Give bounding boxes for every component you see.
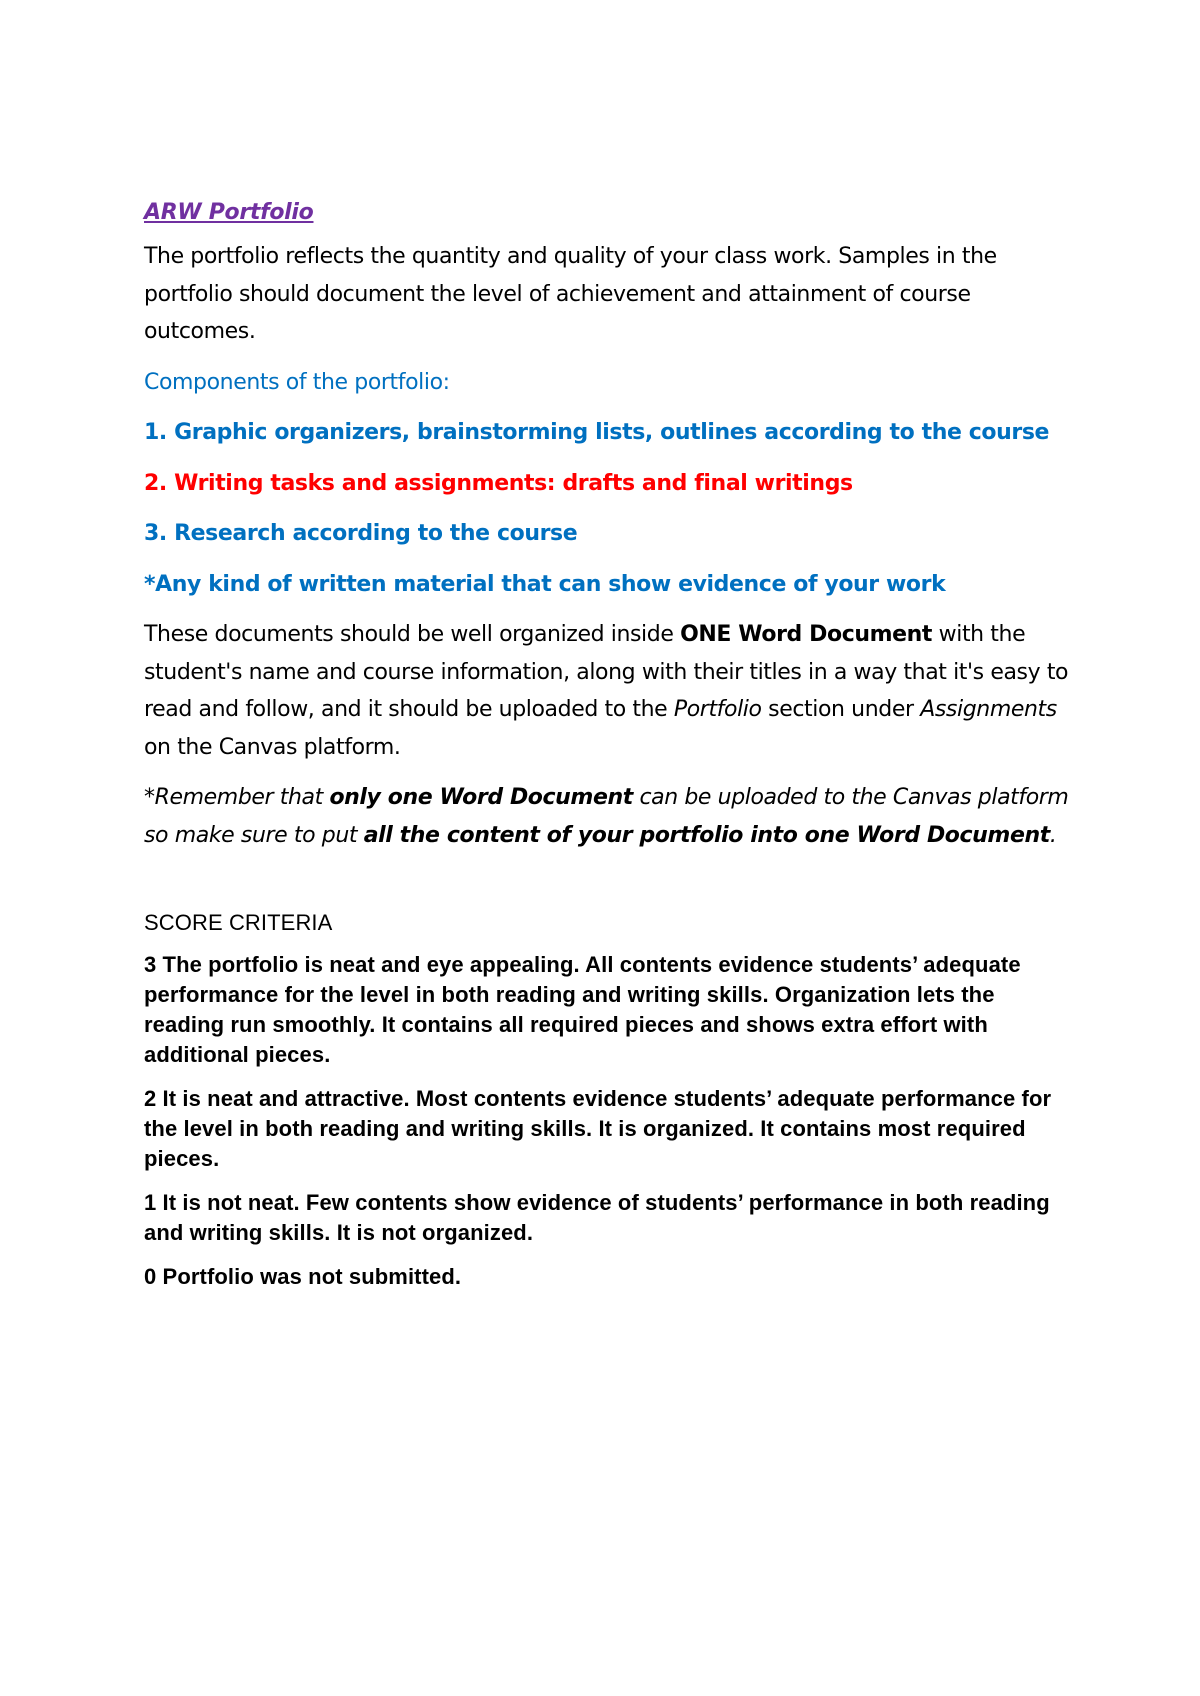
- reminder-text-2: can be uploaded to the Canvas platform so make sure to put: [144, 785, 1069, 848]
- instructions-text-3: section under: [761, 697, 921, 722]
- reminder-text-3: .: [1049, 822, 1057, 848]
- reminder-bold-1: only one Word Document: [329, 785, 633, 810]
- instructions-italic-portfolio: Portfolio: [673, 697, 762, 722]
- components-heading: Components of the portfolio:: [144, 369, 450, 395]
- document-title: ARW Portfolio: [144, 200, 314, 225]
- instructions-text-2: with the student's name and course information, along with their titles in a way that it's easy to read and follow, and it should be uploaded to the: [144, 622, 1069, 722]
- score-criteria-heading: SCORE CRITERIA: [144, 910, 333, 935]
- score-item-1: 1 It is not neat. Few contents show evidence of students’ performance in both reading and writing skills. It is not organized.: [144, 1190, 1050, 1245]
- component-item-1: 1. Graphic organizers, brainstorming lists, outlines according to the course: [144, 420, 1050, 445]
- instructions-text-4: on the Canvas platform.: [144, 734, 401, 760]
- intro-paragraph: The portfolio reflects the quantity and quality of your class work. Samples in the portfolio should document the level of achievement and attainment of course outcomes.: [144, 244, 997, 344]
- score-item-2: 2 It is neat and attractive. Most contents evidence students’ adequate performance for the level in both reading and writing skills. It is organized. It contains most required pieces.: [144, 1086, 1052, 1171]
- reminder-paragraph: [144, 779, 1074, 854]
- instructions-italic-assignments: Assignments: [920, 697, 1057, 722]
- instructions-bold-one-word-document: ONE Word Document: [680, 622, 933, 647]
- component-item-4: *Any kind of written material that can show evidence of your work: [144, 571, 946, 597]
- document-page: [144, 200, 1074, 1306]
- component-item-3: 3. Research according to the course: [144, 521, 578, 546]
- component-item-2: 2. Writing tasks and assignments: drafts and final writings: [144, 470, 853, 496]
- score-item-3: 3 The portfolio is neat and eye appealing. All contents evidence students’ adequate performance for the level in both reading and writing skills. Organization lets the reading run smoothly. It contains all required pieces and shows extra effort with additional pieces.: [144, 952, 1021, 1067]
- instructions-paragraph: [144, 616, 1074, 766]
- score-item-0: 0 Portfolio was not submitted.: [144, 1264, 462, 1289]
- instructions-text-1: These documents should be well organized inside: [144, 622, 681, 647]
- reminder-bold-2: all the content of your portfolio into one Word Document: [363, 822, 1050, 848]
- reminder-text-1: *Remember that: [144, 785, 330, 810]
